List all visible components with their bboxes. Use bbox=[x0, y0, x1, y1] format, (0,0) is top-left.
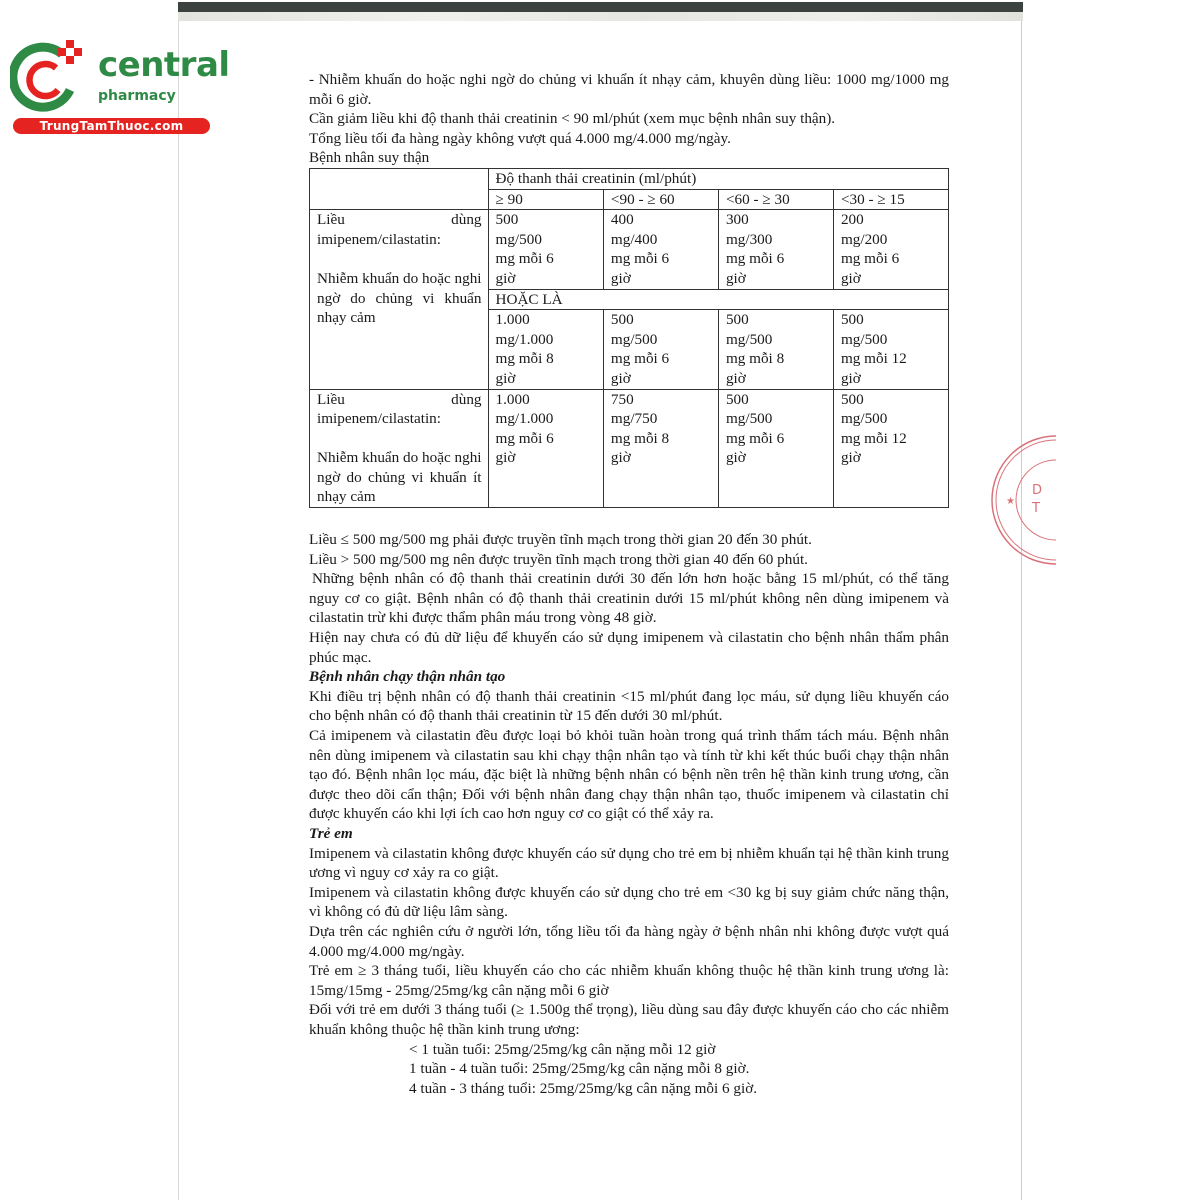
page-edge-left bbox=[178, 21, 179, 1200]
list-item: < 1 tuần tuổi: 25mg/25mg/kg cân nặng mỗi 12 giờ bbox=[409, 1040, 716, 1058]
renal-section-title: Bệnh nhân suy thận bbox=[309, 149, 430, 167]
scan-top-bar bbox=[178, 2, 1023, 12]
svg-text:★: ★ bbox=[1006, 496, 1015, 507]
row-label-text: imipenem/cilastatin: bbox=[317, 410, 441, 428]
dose-cell: 400 mg/400 mg mỗi 6 giờ bbox=[603, 210, 718, 289]
table-group-header: Độ thanh thải creatinin (ml/phút) bbox=[488, 168, 948, 189]
dose-cell: 500 mg/500 mg mỗi 6 giờ bbox=[488, 210, 603, 289]
row-label-word: dùng bbox=[451, 390, 482, 408]
row-label-susceptible bbox=[310, 210, 489, 389]
intro-paragraph: Cần giảm liều khi độ thanh thải creatinin < 90 ml/phút (xem mục bệnh nhân suy thận). bbox=[309, 110, 836, 128]
dose-cell: 500 mg/500 mg mỗi 6 giờ bbox=[718, 389, 833, 508]
central-pharmacy-logo bbox=[10, 38, 230, 138]
section-heading-children: Trẻ em bbox=[309, 824, 353, 842]
body-paragraph: Imipenem và cilastatin không được khuyến cáo sử dụng cho trẻ em bị nhiễm khuẩn tại hệ thần kinh trung ương vì nguy cơ xảy ra co giật. bbox=[309, 844, 949, 882]
logo-mark-icon bbox=[10, 38, 94, 114]
list-item: 1 tuần - 4 tuần tuổi: 25mg/25mg/kg cân nặng mỗi 8 giờ. bbox=[409, 1060, 750, 1078]
row-label-word: Liều bbox=[317, 211, 345, 229]
body-paragraph: Hiện nay chưa có đủ dữ liệu để khuyến cáo sử dụng imipenem và cilastatin cho bệnh nhân thẩm phân phúc mạc. bbox=[309, 629, 949, 666]
section-heading-dialysis: Bệnh nhân chạy thận nhân tạo bbox=[309, 668, 506, 686]
logo-brand: central bbox=[98, 45, 230, 85]
neonatal-dose-list bbox=[309, 1040, 949, 1099]
logo-website-badge: TrungTamThuoc.com bbox=[13, 118, 210, 134]
dose-cell: 1.000 mg/1.000 mg mỗi 6 giờ bbox=[488, 389, 603, 508]
logo-subtitle: pharmacy bbox=[98, 88, 176, 104]
body-paragraph: Cả imipenem và cilastatin đều được loại bỏ khỏi tuần hoàn trong quá trình thẩm tách máu. Bệnh nhân nên dùng imipenem và cilastatin sau khi chạy thận nhân tạo và tính từ khi kết thúc buổi chạy thận nhân tạo đó. Bệnh nhân lọc máu, đặc biệt là những bệnh nhân có bệnh nền trên hệ thần kinh trung ương, cần được theo dõi cẩn thận; Đối với bệnh nhân đang chạy thận nhân tạo, thuốc imipenem và cilastatin chỉ được khuyến cáo khi lợi ích cao hơn nguy cơ co giật có thể xảy ra. bbox=[309, 727, 949, 823]
dose-cell: 500 mg/500 mg mỗi 8 giờ bbox=[718, 310, 833, 389]
dose-cell: 300 mg/300 mg mỗi 6 giờ bbox=[718, 210, 833, 289]
document-body bbox=[309, 70, 949, 1098]
body-paragraph: Những bệnh nhân có độ thanh thải creatinin dưới 30 đến lớn hơn hoặc bằng 15 ml/phút, có thể tăng nguy cơ co giật. Bệnh nhân có độ thanh thải creatinin dưới 15 ml/phút không nên dùng imipenem và cilastatin trừ khi được thẩm phân máu trong vòng 48 giờ. bbox=[309, 570, 949, 627]
row-label-text: imipenem/cilastatin: bbox=[317, 230, 441, 248]
scan-top-strip bbox=[178, 12, 1023, 21]
row-label-word: dùng bbox=[451, 211, 482, 229]
row-label-text: Nhiễm khuẩn do hoặc nghi ngờ do chủng vi khuẩn ít nhạy cảm bbox=[317, 449, 482, 506]
body-paragraph: Dựa trên các nghiên cứu ở người lớn, tổng liều tối đa hàng ngày ở bệnh nhân nhi không được vượt quá 4.000 mg/4.000 mg/ngày. bbox=[309, 922, 949, 960]
body-paragraph: Khi điều trị bệnh nhân có độ thanh thải creatinin <15 ml/phút đang lọc máu, sử dụng liều khuyến cáo cho bệnh nhân có độ thanh thải creatinin từ 15 đến dưới 30 ml/phút. bbox=[309, 687, 949, 725]
dose-cell: 200 mg/200 mg mỗi 6 giờ bbox=[833, 210, 948, 289]
table-corner-cell bbox=[310, 168, 489, 209]
row-label-text: Nhiễm khuẩn do hoặc nghi ngờ do chủng vi khuẩn nhạy cảm bbox=[317, 269, 482, 327]
table-row bbox=[310, 210, 949, 289]
body-paragraph: Imipenem và cilastatin không được khuyến cáo sử dụng cho trẻ em <30 kg bị suy giảm chức năng thận, vì không có đủ dữ liệu lâm sàng. bbox=[309, 883, 949, 921]
table-row bbox=[310, 389, 949, 508]
body-paragraph: Đối với trẻ em dưới 3 tháng tuổi (≥ 1.500g thể trọng), liều dùng sau đây được khuyến cáo cho các nhiễm khuẩn không thuộc hệ thần kinh trung ương: bbox=[309, 1001, 949, 1038]
dose-cell: 500 mg/500 mg mỗi 12 giờ bbox=[833, 310, 948, 389]
row-label-less-susceptible bbox=[310, 389, 489, 508]
column-header: <90 - ≥ 60 bbox=[603, 189, 718, 210]
svg-text:T: T bbox=[1032, 501, 1040, 516]
body-paragraph: Trẻ em ≥ 3 tháng tuổi, liều khuyến cáo cho các nhiễm khuẩn không thuộc hệ thần kinh trung ương là: 15mg/15mg - 25mg/25mg/kg cân nặng mỗi 6 giờ bbox=[309, 962, 949, 999]
intro-paragraph: Tổng liều tối đa hàng ngày không vượt quá 4.000 mg/4.000 mg/ngày. bbox=[309, 129, 731, 147]
column-header: <30 - ≥ 15 bbox=[833, 189, 948, 210]
renal-dosing-table bbox=[309, 168, 949, 508]
dose-cell: 750 mg/750 mg mỗi 8 giờ bbox=[603, 389, 718, 508]
or-label-cell: HOẶC LÀ bbox=[488, 289, 948, 310]
list-item: 4 tuần - 3 tháng tuổi: 25mg/25mg/kg cân nặng mỗi 6 giờ. bbox=[409, 1079, 758, 1097]
body-paragraph: Liều > 500 mg/500 mg nên được truyền tĩnh mạch trong thời gian 40 đến 60 phút. bbox=[309, 550, 808, 568]
body-paragraph: Liều ≤ 500 mg/500 mg phải được truyền tĩnh mạch trong thời gian 20 đến 30 phút. bbox=[309, 531, 812, 549]
dose-cell: 500 mg/500 mg mỗi 6 giờ bbox=[603, 310, 718, 389]
dose-cell: 1.000 mg/1.000 mg mỗi 8 giờ bbox=[488, 310, 603, 389]
intro-paragraph: - Nhiễm khuẩn do hoặc nghi ngờ do chủng vi khuẩn ít nhạy cảm, khuyên dùng liều: 1000 mg/1000 mg mỗi 6 giờ. bbox=[309, 71, 949, 108]
row-label-word: Liều bbox=[317, 390, 345, 408]
dose-cell: 500 mg/500 mg mỗi 12 giờ bbox=[833, 389, 948, 508]
page-edge-right bbox=[1021, 21, 1022, 1200]
svg-text:D: D bbox=[1032, 483, 1043, 498]
column-header: <60 - ≥ 30 bbox=[718, 189, 833, 210]
column-header: ≥ 90 bbox=[488, 189, 603, 210]
